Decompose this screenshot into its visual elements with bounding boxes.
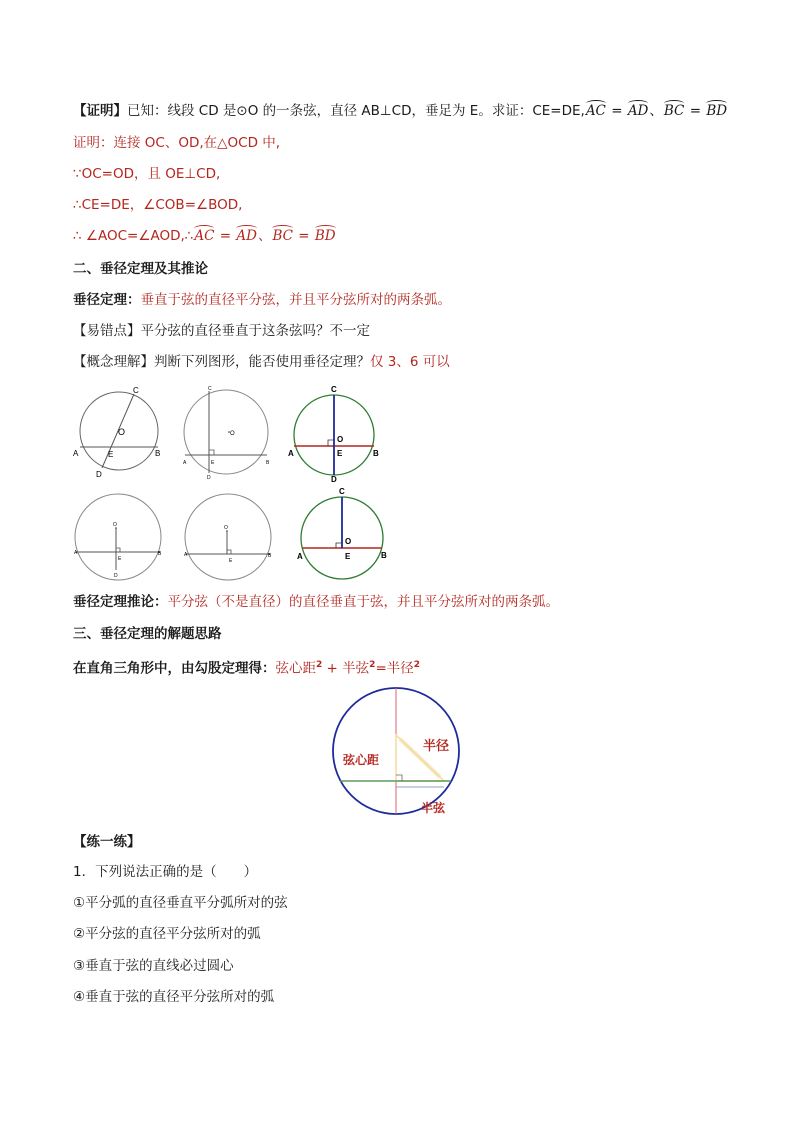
svg-text:E: E <box>118 556 122 562</box>
svg-text:B: B <box>373 449 379 458</box>
svg-text:O: O <box>118 427 126 437</box>
svg-text:A: A <box>184 552 188 558</box>
svg-text:E: E <box>337 449 343 458</box>
svg-text:C: C <box>208 386 212 392</box>
arc-ac: AC <box>585 103 606 119</box>
svg-text:D: D <box>96 470 102 479</box>
option-3[interactable]: ③垂直于弦的直线必过圆心 <box>73 958 234 974</box>
proof-heading: 【证明】 <box>73 103 127 119</box>
pitfall-line: 【易错点】平分弦的直径垂直于这条弦吗？不一定 <box>73 323 370 339</box>
arc-bc: BC <box>663 103 685 119</box>
svg-text:A: A <box>73 449 79 458</box>
svg-text:B: B <box>381 551 387 560</box>
proof-line-3: ∴CE=DE，∠COB=∠BOD, <box>73 197 243 213</box>
option-1[interactable]: ①平分弧的直径垂直平分弧所对的弦 <box>73 895 288 911</box>
arc-ad: AD <box>627 103 649 119</box>
option-4[interactable]: ④垂直于弦的直径平分弦所对的弧 <box>73 989 275 1005</box>
svg-text:A: A <box>297 552 303 561</box>
svg-text:B: B <box>158 551 162 557</box>
svg-text:E: E <box>229 558 233 564</box>
svg-text:C: C <box>339 487 345 496</box>
theorem-line: 垂径定理：垂直于弦的直径平分弦，并且平分弦所对的两条弧。 <box>73 292 451 308</box>
pythagoras-line: 在直角三角形中，由勾股定理得：弦心距$^2$ + 半弦$^2$=半径$^2$ <box>73 660 421 677</box>
svg-text:A: A <box>288 449 294 458</box>
svg-text:A: A <box>183 460 187 466</box>
figure-5 <box>182 490 282 585</box>
question-1: 1．下列说法正确的是（ ） <box>73 864 258 880</box>
chord-distance-diagram <box>330 684 465 819</box>
svg-text:D: D <box>207 475 211 481</box>
svg-text:D: D <box>331 475 337 484</box>
figure-2 <box>180 385 280 480</box>
concept-line: 【概念理解】判断下列图形，能否使用垂径定理？仅 3、6 可以 <box>73 354 450 370</box>
svg-text:B: B <box>266 460 270 466</box>
svg-text:A: A <box>74 550 78 556</box>
proof-line-2: ∵OC=OD，且 OE⊥CD, <box>73 166 221 182</box>
svg-text:半径: 半径 <box>423 738 450 753</box>
svg-text:O: O <box>113 522 117 528</box>
figure-1 <box>72 385 172 480</box>
svg-text:O: O <box>230 431 235 437</box>
svg-text:C: C <box>133 386 139 395</box>
option-2[interactable]: ②平分弦的直径平分弦所对的弧 <box>73 926 261 942</box>
proof-line-4: ∴ ∠AOC=∠AOD,∴AC = AD、BC = BD <box>73 228 336 244</box>
svg-text:弦心距: 弦心距 <box>343 753 380 767</box>
corollary-line: 垂径定理推论：平分弦（不是直径）的直径垂直于弦，并且平分弦所对的两条弧。 <box>73 594 559 610</box>
svg-text:E: E <box>108 450 114 459</box>
arc-bd: BD <box>706 103 728 119</box>
svg-text:D: D <box>114 573 118 579</box>
section3-title: 三、垂径定理的解题思路 <box>73 626 222 642</box>
svg-text:E: E <box>345 552 351 561</box>
svg-text:O: O <box>345 537 352 546</box>
svg-text:E: E <box>211 460 215 466</box>
figure-6 <box>292 482 392 587</box>
svg-text:C: C <box>331 385 337 394</box>
proof-line-1: 证明：连接 OC、OD,在△OCD 中, <box>73 135 281 151</box>
svg-text:B: B <box>155 449 161 458</box>
figure-4 <box>72 490 172 585</box>
svg-text:O: O <box>224 525 228 531</box>
svg-text:半弦: 半弦 <box>421 801 446 815</box>
figure-3 <box>288 383 388 483</box>
svg-text:O: O <box>337 435 344 444</box>
practice-heading: 【练一练】 <box>73 834 141 850</box>
proof-statement: 【证明】已知：线段 CD 是⊙O 的一条弦，直径 AB⊥CD，垂足为 E。求证：CE=DE,AC = AD、BC = BD <box>73 103 728 119</box>
svg-text:B: B <box>268 553 272 559</box>
section2-title: 二、垂径定理及其推论 <box>73 261 208 277</box>
